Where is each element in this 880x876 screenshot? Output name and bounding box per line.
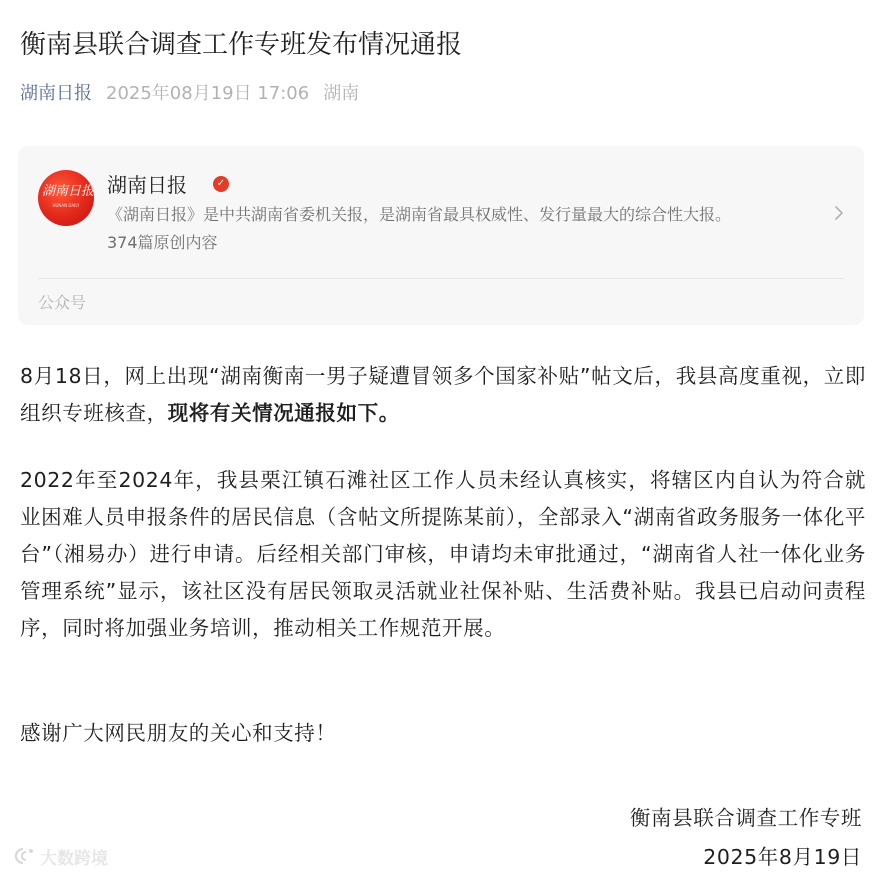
p1-lead-text: 8月18日，网上出现“湖南衡南一男子疑遭冒领多个国家补贴”帖文后，我县高度重视，立即组织专班核查， [20, 364, 866, 425]
watermark-text: 大数跨境 [40, 848, 108, 869]
body-paragraph-2: 2022年至2024年，我县栗江镇石滩社区工作人员未经认真核实，将辖区内自认为符合就业困难人员申报条件的居民信息（含帖文所提陈某前），全部录入“湖南省政务服务一体化平台”（湘易办）进行申请。后经相关部门审核，申请均未审批通过，“湖南省人社一体化业务管理系统”显示，该社区没有居民领取灵活就业社保补贴、生活费补贴。我县已启动问责程序，同时将加强业务培训，推动相关工作规范开展。 [20, 468, 866, 640]
chevron-right-icon [832, 202, 846, 224]
account-kind: 公众号 [38, 293, 87, 312]
card-divider [38, 278, 844, 279]
verified-badge-icon: ✓ [213, 176, 229, 192]
avatar-wordmark: 湖南日报 [42, 184, 94, 199]
p1-bold-text: 现将有关情况通报如下。 [167, 401, 400, 425]
watermark-logo-icon [10, 846, 36, 866]
account-card[interactable] [18, 146, 864, 325]
body-paragraph-3: 感谢广大网民朋友的关心和支持！ [20, 721, 337, 745]
signature-date: 2025年8月19日 [703, 845, 862, 869]
signature-org: 衡南县联合调查工作专班 [629, 806, 862, 830]
article-datetime: 2025年08月19日 17:06 [106, 83, 310, 104]
body-paragraph-1 [20, 358, 866, 432]
article-region: 湖南 [323, 83, 360, 104]
article-meta [20, 80, 359, 108]
account-original-count: 374篇原创内容 [107, 233, 218, 252]
account-description: 《湖南日报》是中共湖南省委机关报，是湖南省最具权威性、发行量最大的综合性大报。 [107, 205, 732, 224]
watermark [10, 842, 108, 870]
article-title: 衡南县联合调查工作专班发布情况通报 [20, 30, 463, 60]
article-source-link[interactable]: 湖南日报 [20, 83, 92, 104]
account-name: 湖南日报 [107, 173, 187, 197]
account-avatar [38, 170, 94, 226]
avatar-subword: HUNAN DAILY [52, 203, 80, 208]
